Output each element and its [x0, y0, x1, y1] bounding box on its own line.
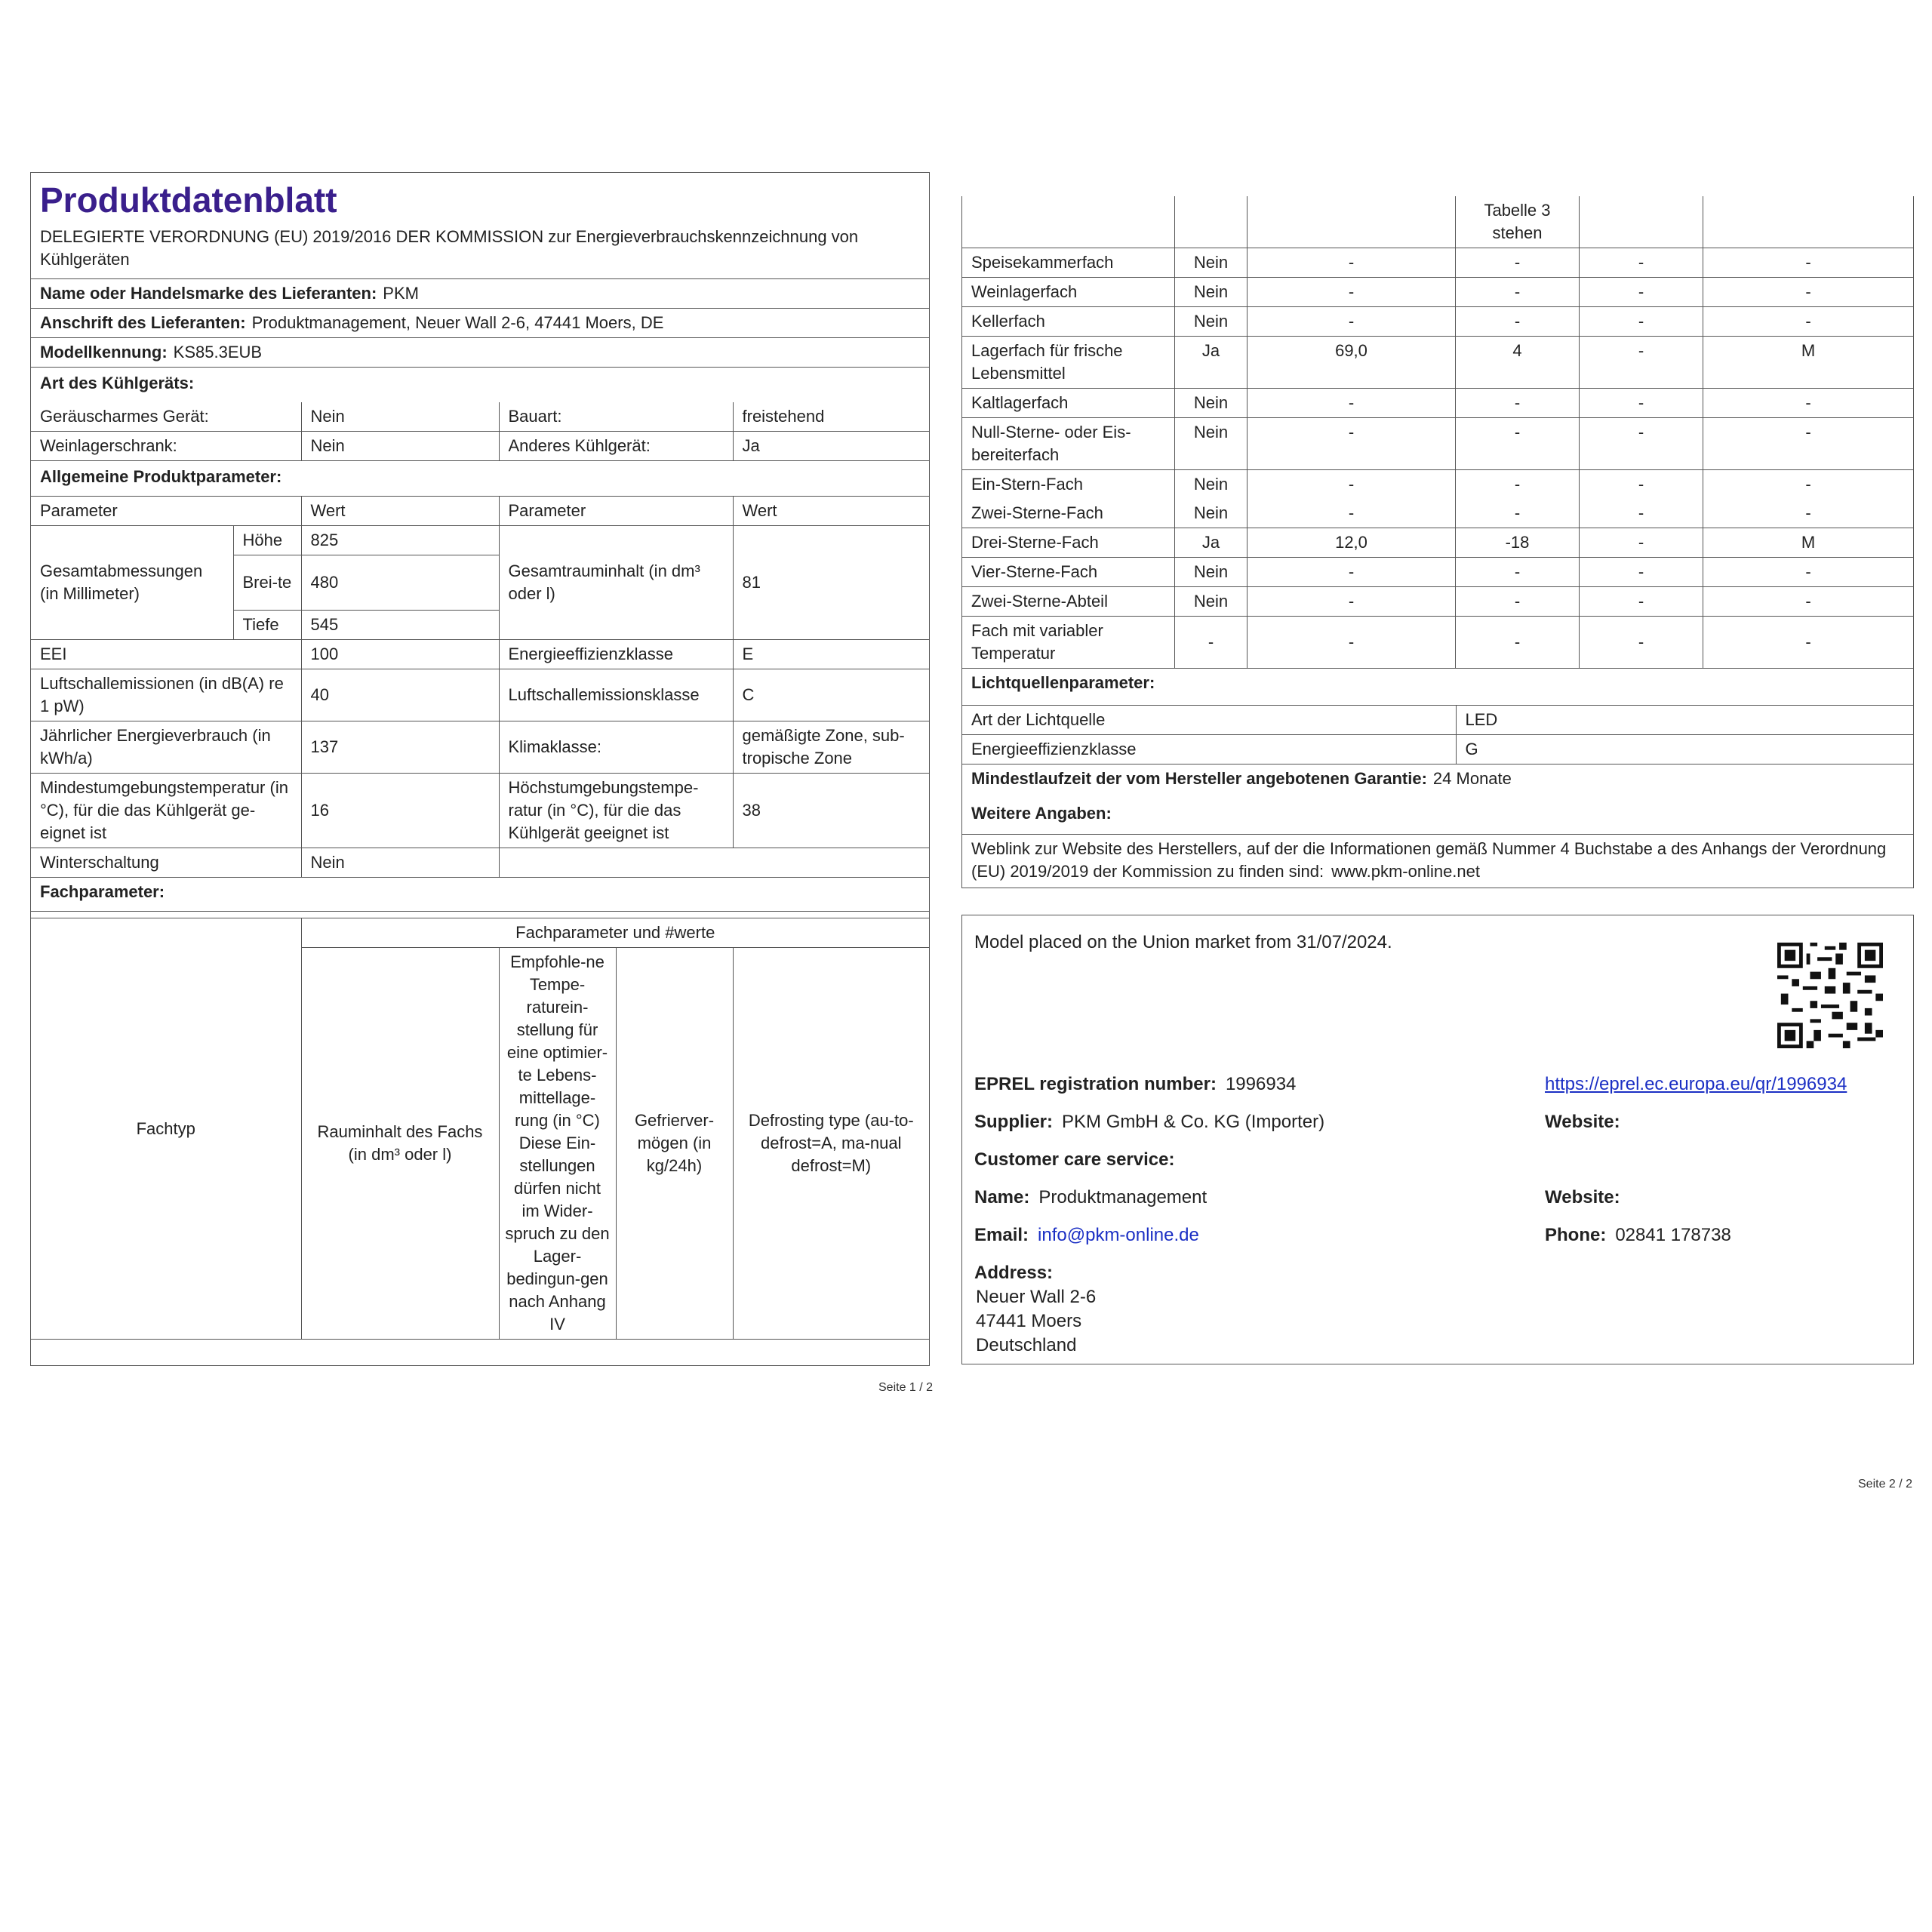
fach-name: Lagerfach für frische Lebensmittel [962, 337, 1175, 389]
care-website-label: Website: [1545, 1187, 1620, 1208]
fach-temp: - [1456, 248, 1580, 278]
type-value-cell: Nein [301, 402, 499, 432]
fach-row [962, 558, 1914, 587]
param-label: Jährlicher Energieverbrauch (in kWh/a) [31, 721, 301, 774]
param-value: 100 [301, 640, 499, 669]
fach-freeze: - [1580, 389, 1703, 418]
fach-volume: - [1247, 499, 1456, 528]
fach-freeze: - [1580, 307, 1703, 337]
fach-present: Nein [1175, 278, 1247, 307]
fach-freeze: - [1580, 470, 1703, 500]
supplier-name-row [31, 278, 929, 309]
email-row [974, 1223, 1199, 1247]
type-label: Art des Kühlgeräts: [40, 374, 195, 392]
type-label-cell: Anderes Kühlgerät: [499, 432, 733, 461]
fach-name: Vier-Sterne-Fach [962, 558, 1175, 587]
fach-name: Fach mit variabler Temperatur [962, 617, 1175, 669]
more-label: Weitere Angaben: [971, 804, 1112, 823]
fach-typ-header: Fachtyp [31, 918, 301, 1340]
address-line-1: Neuer Wall 2-6 [976, 1287, 1097, 1307]
fach-row [962, 278, 1914, 307]
param-label: Luftschallemissionen (in dB(A) re 1 pW) [31, 669, 301, 721]
fach-defrost: - [1703, 307, 1914, 337]
fach-name: Zwei-Sterne-Abteil [962, 587, 1175, 617]
fach-temp: - [1456, 418, 1580, 470]
light-type-label: Art der Lichtquelle [962, 706, 1456, 735]
weblink-value: www.pkm-online.net [1331, 862, 1481, 881]
fach-freeze: - [1580, 337, 1703, 389]
fach-row [962, 307, 1914, 337]
warranty-label: Mindestlaufzeit der vom Hersteller angebotenen Garantie: [971, 769, 1427, 788]
warranty-row [962, 764, 1913, 796]
phone-label: Phone: [1545, 1225, 1607, 1245]
fach-header-row [31, 918, 929, 948]
fach-col-temp-note: Diese Ein-stellungen dürfen nicht im Wider-spruch zu den Lager-bedingun-gen nach Anhang IV [505, 1134, 610, 1334]
fach-freeze: - [1580, 617, 1703, 669]
regulation-subtitle: DELEGIERTE VERORDNUNG (EU) 2019/2016 DER KOMMISSION zur Energieverbrauchskennzeichnung von Kühlgeräten [40, 227, 859, 269]
fach-defrost: - [1703, 587, 1914, 617]
phone-row [1545, 1223, 1731, 1247]
param-value: 16 [301, 774, 499, 848]
param-header: Parameter [499, 497, 733, 526]
fach-present: Nein [1175, 248, 1247, 278]
website-label: Website: [1545, 1112, 1620, 1132]
fach-volume: 12,0 [1247, 528, 1456, 558]
light-table [962, 706, 1913, 764]
fach-temp: - [1456, 587, 1580, 617]
continued-header-row [962, 196, 1914, 248]
fach-defrost: - [1703, 617, 1914, 669]
fach-volume: 69,0 [1247, 337, 1456, 389]
param-value: gemäßigte Zone, sub-tropische Zone [733, 721, 929, 774]
fach-freeze: - [1580, 278, 1703, 307]
param-value: 38 [733, 774, 929, 848]
fach-volume: - [1247, 617, 1456, 669]
weblink-text: Weblink zur Website des Herstellers, auf der die Informationen gemäß Nummer 4 Buchstabe a des Anhangs der Verordnung (EU) 2019/2019 der Kommission zu finden sind: [971, 839, 1887, 881]
supplier-address-row [31, 309, 929, 338]
fach-defrost: - [1703, 389, 1914, 418]
fach-temp: - [1456, 499, 1580, 528]
type-value-cell: freistehend [733, 402, 929, 432]
fach-col-defrost: Defrosting type (au-to-defrost=A, ma-nual defrost=M) [733, 948, 929, 1340]
supplier-address-label: Anschrift des Lieferanten: [40, 313, 246, 332]
param-value: C [733, 669, 929, 721]
fach-temp: - [1456, 278, 1580, 307]
param-label: Höchstumgebungstempe-ratur (in °C), für die das Kühlgerät geeignet ist [499, 774, 733, 848]
fach-name: Drei-Sterne-Fach [962, 528, 1175, 558]
supplier-row [974, 1110, 1324, 1134]
light-section-title [962, 669, 1913, 706]
fach-temp: - [1456, 558, 1580, 587]
fach-present: Nein [1175, 470, 1247, 500]
wert-header: Wert [301, 497, 499, 526]
more-section-title [962, 796, 1913, 835]
type-table [31, 402, 929, 461]
address-line-2: 47441 Moers [976, 1311, 1082, 1331]
type-value-cell: Nein [301, 432, 499, 461]
param-row [31, 848, 929, 878]
dims-label: Gesamtabmessungen (in Millimeter) [31, 526, 233, 640]
supplier-name-label: Name oder Handelsmarke des Lieferanten: [40, 284, 377, 303]
fach-params-header: Fachparameter und #werte [301, 918, 929, 948]
fach-defrost: - [1703, 558, 1914, 587]
fach-col-temp-text: Empfohle-ne Tempe-raturein-stellung für eine optimier-te Lebens-mittellage-rung (in °C) [506, 952, 608, 1130]
fach-defrost: - [1703, 470, 1914, 500]
eprel-url-link[interactable]: https://eprel.ec.europa.eu/qr/1996934 [1545, 1074, 1847, 1094]
param-label [499, 848, 929, 878]
fach-temp: -18 [1456, 528, 1580, 558]
eprel-reg-row [974, 1072, 1296, 1097]
fach-defrost: M [1703, 528, 1914, 558]
fach-present: Ja [1175, 528, 1247, 558]
fach-name: Zwei-Sterne-Fach [962, 499, 1175, 528]
light-type-value: LED [1456, 706, 1913, 735]
fach-defrost: - [1703, 418, 1914, 470]
fach-volume: - [1247, 389, 1456, 418]
eprel-reg-label: EPREL registration number: [974, 1074, 1217, 1094]
fach-volume: - [1247, 248, 1456, 278]
fach-present: Ja [1175, 337, 1247, 389]
fach-volume: - [1247, 587, 1456, 617]
fach-name: Kaltlagerfach [962, 389, 1175, 418]
fach-col-volume: Rauminhalt des Fachs (in dm³ oder l) [301, 948, 499, 1340]
param-label: Luftschallemissionsklasse [499, 669, 733, 721]
volume-value: 81 [733, 526, 929, 640]
param-label: Mindestumgebungstemperatur (in °C), für die das Kühlgerät ge-eignet ist [31, 774, 301, 848]
email-link[interactable]: info@pkm-online.de [1038, 1225, 1199, 1245]
fach-freeze: - [1580, 558, 1703, 587]
fach-present: Nein [1175, 307, 1247, 337]
fach-volume: - [1247, 558, 1456, 587]
fach-volume: - [1247, 470, 1456, 500]
param-label: Winterschaltung [31, 848, 301, 878]
param-value: 137 [301, 721, 499, 774]
dim-breite-value: 480 [301, 555, 499, 611]
fach-volume: - [1247, 418, 1456, 470]
fach-row [962, 337, 1914, 389]
fach-name: Weinlagerfach [962, 278, 1175, 307]
dim-breite-label: Brei-te [233, 555, 301, 611]
supplier-label: Supplier: [974, 1112, 1054, 1132]
fach-col-freeze: Gefrierver-mögen (in kg/24h) [616, 948, 733, 1340]
light-row [962, 706, 1913, 735]
volume-label: Gesamtrauminhalt (in dm³ oder l) [499, 526, 733, 640]
fach-name: Null-Sterne- oder Eis-bereiterfach [962, 418, 1175, 470]
address-label: Address: [974, 1263, 1054, 1283]
customer-care-label: Customer care service: [974, 1149, 1175, 1170]
type-row [31, 432, 929, 461]
light-label: Lichtquellenparameter: [971, 673, 1155, 692]
fach-section-title [31, 878, 929, 912]
param-row [31, 640, 929, 669]
fach-row [962, 528, 1914, 558]
care-name-row [974, 1186, 1207, 1210]
fach-defrost: M [1703, 337, 1914, 389]
fach-col-temp [499, 948, 616, 1340]
fach-row [962, 617, 1914, 669]
fach-freeze: - [1580, 587, 1703, 617]
fach-defrost: - [1703, 499, 1914, 528]
param-label: Klimaklasse: [499, 721, 733, 774]
fach-freeze: - [1580, 248, 1703, 278]
param-row [31, 721, 929, 774]
fach-name: Kellerfach [962, 307, 1175, 337]
care-name-value: Produktmanagement [1038, 1187, 1208, 1208]
fach-row [962, 499, 1914, 528]
fach-table [31, 918, 929, 1340]
param-label: EEI [31, 640, 301, 669]
weblink-row [962, 835, 1913, 888]
fach-present: Nein [1175, 389, 1247, 418]
model-label: Modellkennung: [40, 343, 168, 361]
phone-value: 02841 178738 [1615, 1225, 1731, 1245]
general-section-title [31, 461, 929, 497]
param-value: Nein [301, 848, 499, 878]
type-label-cell: Bauart: [499, 402, 733, 432]
supplier-name-value: PKM [383, 284, 419, 303]
param-label: Energieeffizienzklasse [499, 640, 733, 669]
general-header-row [31, 497, 929, 526]
fach-freeze: - [1580, 528, 1703, 558]
fach-label: Fachparameter: [40, 882, 165, 901]
page-2-footer: Seite 2 / 2 [1858, 1478, 1913, 1491]
warranty-value: 24 Monate [1432, 769, 1512, 788]
fach-name: Speisekammerfach [962, 248, 1175, 278]
fach-name: Ein-Stern-Fach [962, 470, 1175, 500]
general-table [31, 497, 929, 878]
fach-row [962, 389, 1914, 418]
fach-volume: - [1247, 307, 1456, 337]
qr-code-icon[interactable] [1777, 943, 1883, 1048]
fach-freeze: - [1580, 418, 1703, 470]
continued-note: Tabelle 3 stehen [1456, 196, 1580, 248]
fach-present: Nein [1175, 499, 1247, 528]
eprel-box [961, 915, 1914, 1364]
supplier-value: PKM GmbH & Co. KG (Importer) [1062, 1112, 1325, 1132]
param-row [31, 669, 929, 721]
param-row [31, 774, 929, 848]
fach-temp: - [1456, 389, 1580, 418]
datasheet-page-2 [961, 196, 1914, 888]
dim-hoehe-value: 825 [301, 526, 499, 555]
type-section-title [31, 368, 929, 402]
fach-present: Nein [1175, 418, 1247, 470]
wert-header: Wert [733, 497, 929, 526]
eprel-reg-value: 1996934 [1225, 1074, 1297, 1094]
care-name-label: Name: [974, 1187, 1030, 1208]
fach-continued-table [961, 196, 1914, 669]
fach-defrost: - [1703, 248, 1914, 278]
model-value: KS85.3EUB [173, 343, 263, 361]
type-value-cell: Ja [733, 432, 929, 461]
fach-present: - [1175, 617, 1247, 669]
fach-volume: - [1247, 278, 1456, 307]
supplier-address-value: Produktmanagement, Neuer Wall 2-6, 47441 Moers, DE [251, 313, 664, 332]
placed-on-market: Model placed on the Union market from 31/07/2024. [974, 932, 1392, 952]
fach-temp: - [1456, 617, 1580, 669]
page-title: Produktdatenblatt [40, 180, 337, 220]
param-header: Parameter [31, 497, 301, 526]
fach-row [962, 248, 1914, 278]
page-1-footer: Seite 1 / 2 [878, 1381, 934, 1394]
fach-defrost: - [1703, 278, 1914, 307]
fach-temp: - [1456, 307, 1580, 337]
type-label-cell: Geräuscharmes Gerät: [31, 402, 301, 432]
param-value: 40 [301, 669, 499, 721]
dim-tiefe-label: Tiefe [233, 611, 301, 640]
dim-hoehe-label: Höhe [233, 526, 301, 555]
dims-row [31, 526, 929, 555]
light-row [962, 735, 1913, 764]
type-row [31, 402, 929, 432]
fach-temp: - [1456, 470, 1580, 500]
param-value: E [733, 640, 929, 669]
fach-present: Nein [1175, 587, 1247, 617]
light-class-value: G [1456, 735, 1913, 764]
light-class-label: Energieeffizienzklasse [962, 735, 1456, 764]
fach-row [962, 470, 1914, 500]
light-section [961, 669, 1914, 888]
model-row [31, 338, 929, 368]
email-label: Email: [974, 1225, 1029, 1245]
fach-present: Nein [1175, 558, 1247, 587]
fach-row [962, 587, 1914, 617]
datasheet-page-1 [30, 172, 930, 1366]
fach-row [962, 418, 1914, 470]
dim-tiefe-value: 545 [301, 611, 499, 640]
type-label-cell: Weinlagerschrank: [31, 432, 301, 461]
fach-freeze: - [1580, 499, 1703, 528]
general-label: Allgemeine Produktparameter: [40, 467, 282, 486]
address-line-3: Deutschland [976, 1335, 1077, 1355]
fach-temp: 4 [1456, 337, 1580, 389]
